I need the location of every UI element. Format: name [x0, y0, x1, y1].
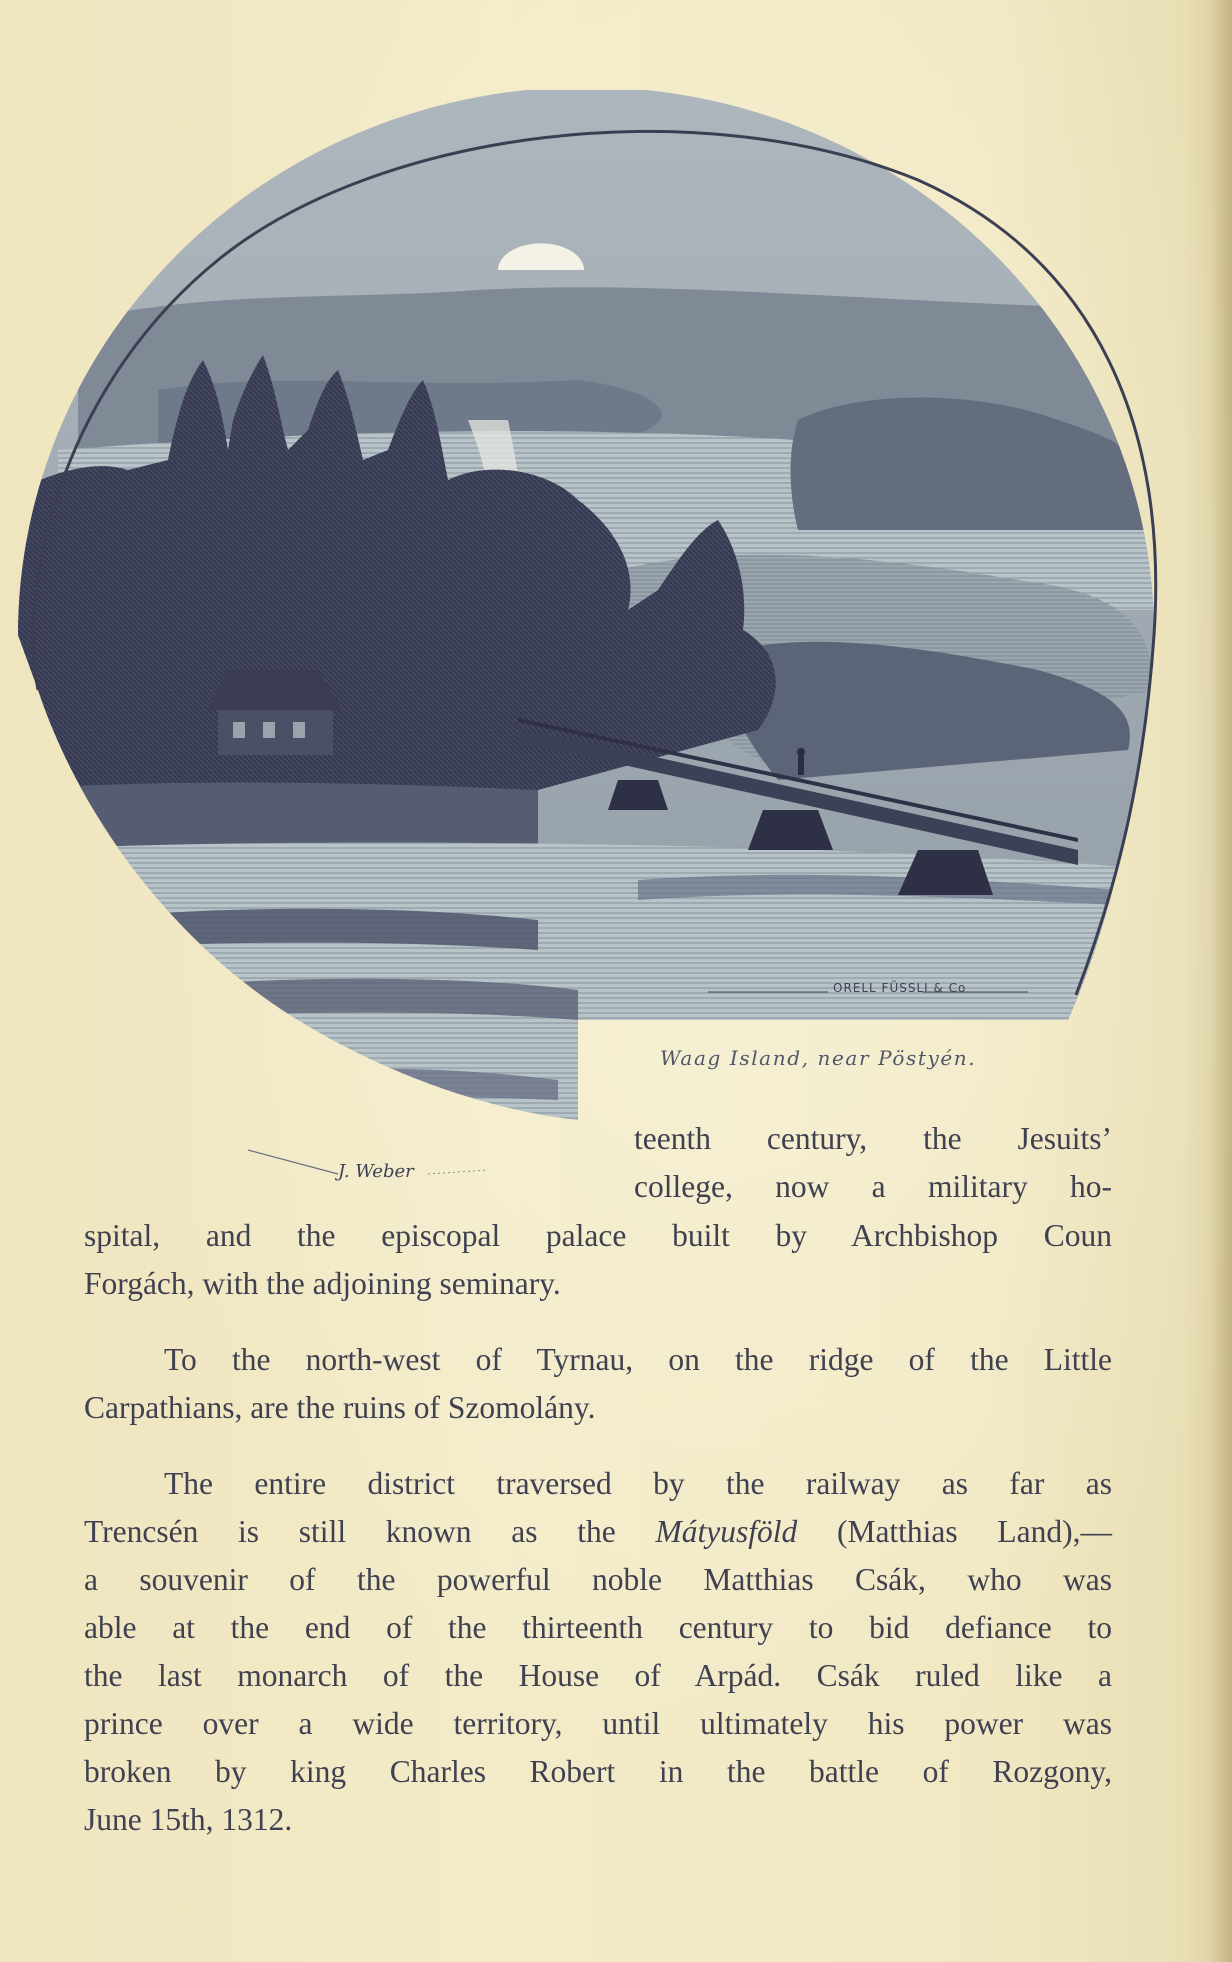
artist-signature: J. Weber [338, 1161, 414, 1182]
illustration-caption: Waag Island, near Pöstyén. [660, 1046, 977, 1070]
engraver-credit: ORELL FÜSSLI & Co [833, 981, 967, 995]
text-segment: Trencsén is still known as the [84, 1514, 656, 1549]
text-segment: (Matthias Land),— [797, 1514, 1112, 1549]
text-line: teenth century, the Jesuits’ [634, 1121, 1112, 1156]
page-gutter-shadow [1210, 0, 1232, 1962]
text-line: the last monarch of the House of Arpád. Csák ruled like a [84, 1658, 1112, 1693]
text-line: The entire district traversed by the railway as far as [164, 1466, 1112, 1501]
text-line: able at the end of the thirteenth century to bid defiance to [84, 1610, 1112, 1645]
wrapped-text [634, 1115, 1112, 1211]
text-line: a souvenir of the powerful noble Matthias Csák, who was [84, 1562, 1112, 1597]
paragraph-1 [84, 1212, 1112, 1308]
text-line: June 15th, 1312. [84, 1802, 293, 1837]
text-line: To the north-west of Tyrnau, on the ridge of the Little [164, 1342, 1112, 1377]
paragraph-3 [84, 1460, 1112, 1844]
text-line [84, 1508, 1112, 1556]
text-line: spital, and the episcopal palace built by Archbishop Coun [84, 1218, 1112, 1253]
text-line: broken by king Charles Robert in the battle of Rozgony, [84, 1754, 1112, 1789]
text-line: Carpathians, are the ruins of Szomolány. [84, 1390, 596, 1425]
text-line: Forgách, with the adjoining seminary. [84, 1266, 561, 1301]
paragraph-2 [84, 1336, 1112, 1432]
text-line: college, now a military ho- [634, 1169, 1112, 1204]
text-line: prince over a wide territory, until ultimately his power was [84, 1706, 1112, 1741]
italic-term: Mátyusföld [655, 1514, 798, 1549]
